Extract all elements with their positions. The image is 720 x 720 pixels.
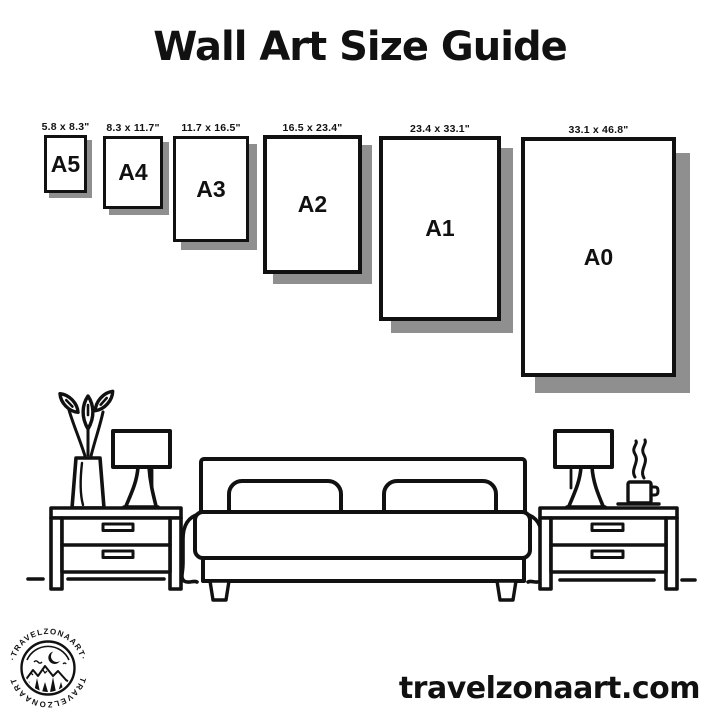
paper-a0-dimensions: 33.1 x 46.8" bbox=[568, 124, 629, 136]
lamp-left-icon bbox=[113, 431, 170, 507]
bed-leg-left bbox=[210, 581, 229, 600]
mountains bbox=[24, 666, 72, 684]
coffee-cup-icon bbox=[618, 440, 659, 504]
nightstand-right bbox=[540, 508, 677, 589]
paper-a2-dimensions: 16.5 x 23.4" bbox=[282, 122, 343, 134]
bed-icon bbox=[182, 459, 543, 600]
logo-text-top: ·TRAVELZONAART· bbox=[7, 626, 89, 662]
nightstand-left bbox=[51, 508, 181, 589]
page-title: Wall Art Size Guide bbox=[153, 24, 567, 70]
website-url: travelzonaart.com bbox=[398, 671, 700, 706]
paper-a3-dimensions: 11.7 x 16.5" bbox=[181, 122, 241, 134]
paper-a5-dimensions: 5.8 x 8.3" bbox=[41, 121, 90, 133]
brand-logo bbox=[0, 620, 96, 716]
vase bbox=[72, 458, 104, 508]
mattress bbox=[195, 512, 530, 558]
svg-text:·TRAVELZONAART· bbox=[8, 627, 88, 662]
bed-base bbox=[203, 558, 524, 581]
plant-icon bbox=[57, 388, 116, 508]
paper-a1-label: A1 bbox=[425, 215, 455, 241]
logo-text-bottom: TRAVELZONAART bbox=[8, 676, 88, 710]
lamp-right-icon bbox=[555, 431, 612, 507]
paper-a3-label: A3 bbox=[196, 175, 226, 202]
logo-inner-circle bbox=[22, 642, 75, 695]
moon-icon bbox=[48, 652, 60, 664]
paper-a2-label: A2 bbox=[297, 191, 328, 217]
paper-a4-label: A4 bbox=[118, 159, 148, 185]
paper-a0-label: A0 bbox=[583, 243, 614, 270]
paper-a4-dimensions: 8.3 x 11.7" bbox=[106, 122, 160, 134]
svg-text:TRAVELZONAART bbox=[8, 676, 87, 709]
steam bbox=[634, 440, 646, 478]
bed-leg-right bbox=[497, 581, 516, 600]
paper-a1-dimensions: 23.4 x 33.1" bbox=[410, 123, 470, 135]
paper-a5-label: A5 bbox=[50, 150, 81, 177]
